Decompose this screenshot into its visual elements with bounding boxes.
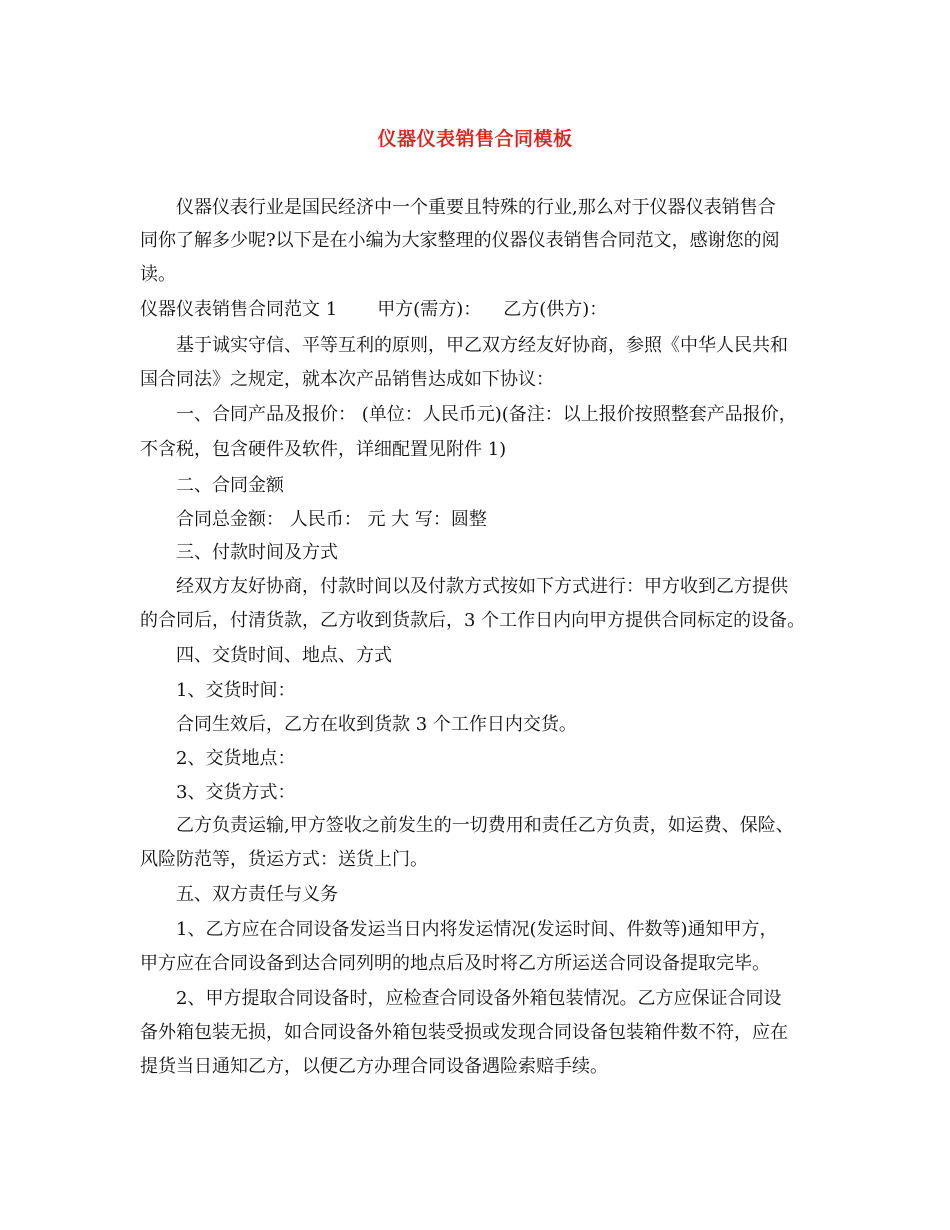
section-heading: 三、付款时间及方式 [176,542,338,563]
contract-sample-label: 仪器仪表销售合同范文 1 [140,299,338,320]
section-heading: 五、双方责任与义务 [176,884,338,905]
paragraph-line: 不含税，包含硬件及软件，详细配置见附件 1) [140,439,507,460]
paragraph-line: 合同生效后，乙方在收到货款 3 个工作日内交货。 [176,714,577,735]
paragraph-line: 仪器仪表行业是国民经济中一个重要且特殊的行业,那么对于仪器仪表销售合 [176,197,776,218]
paragraph-line: 同你了解多少呢?以下是在小编为大家整理的仪器仪表销售合同范文，感谢您的阅 [140,230,780,251]
list-item: 2、交货地点： [176,748,296,769]
paragraph-line: 甲方应在合同设备到达合同列明的地点后及时将乙方所运送合同设备提取完毕。 [140,953,770,974]
paragraph-line: 国合同法》之规定，就本次产品销售达成如下协议： [140,369,554,390]
document-title: 仪器仪表销售合同模板 [377,128,573,150]
paragraph-line: 备外箱包装无损，如合同设备外箱包装受损或发现合同设备包装箱件数不符，应在 [140,1022,788,1043]
contract-heading-line [140,298,607,322]
section-heading: 一、合同产品及报价： (单位：人民币元)(备注：以上报价按照整套产品报价， [176,404,797,425]
paragraph-line: 的合同后，付清货款，乙方收到货款后，3 个工作日内向甲方提供合同标定的设备。 [140,610,806,631]
list-item: 1、乙方应在合同设备发运当日内将发运情况(发运时间、件数等)通知甲方， [176,919,778,940]
paragraph-line: 提货当日通知乙方，以便乙方办理合同设备遇险索赔手续。 [140,1056,608,1077]
paragraph-line: 基于诚实守信、平等互利的原则，甲乙双方经友好协商，参照《中华人民共和 [176,335,788,356]
paragraph-line: 经双方友好协商，付款时间以及付款方式按如下方式进行：甲方收到乙方提供 [176,576,788,597]
party-b-label: 乙方(供方)： [503,299,608,320]
list-item: 2、甲方提取合同设备时，应检查合同设备外箱包装情况。乙方应保证合同设 [176,988,782,1009]
section-heading: 二、合同金额 [176,475,284,496]
list-item: 3、交货方式： [176,782,296,803]
paragraph-line: 乙方负责运输,甲方签收之前发生的一切费用和责任乙方负责，如运费、保险、 [176,815,794,836]
paragraph-line: 合同总金额： 人民币： 元 大 写：圆整 [176,509,487,530]
section-heading: 四、交货时间、地点、方式 [176,645,392,666]
party-a-label: 甲方(需方)： [377,299,482,320]
list-item: 1、交货时间： [176,680,296,701]
paragraph-line: 风险防范等，货运方式：送货上门。 [140,849,428,870]
paragraph-line: 读。 [140,264,176,285]
